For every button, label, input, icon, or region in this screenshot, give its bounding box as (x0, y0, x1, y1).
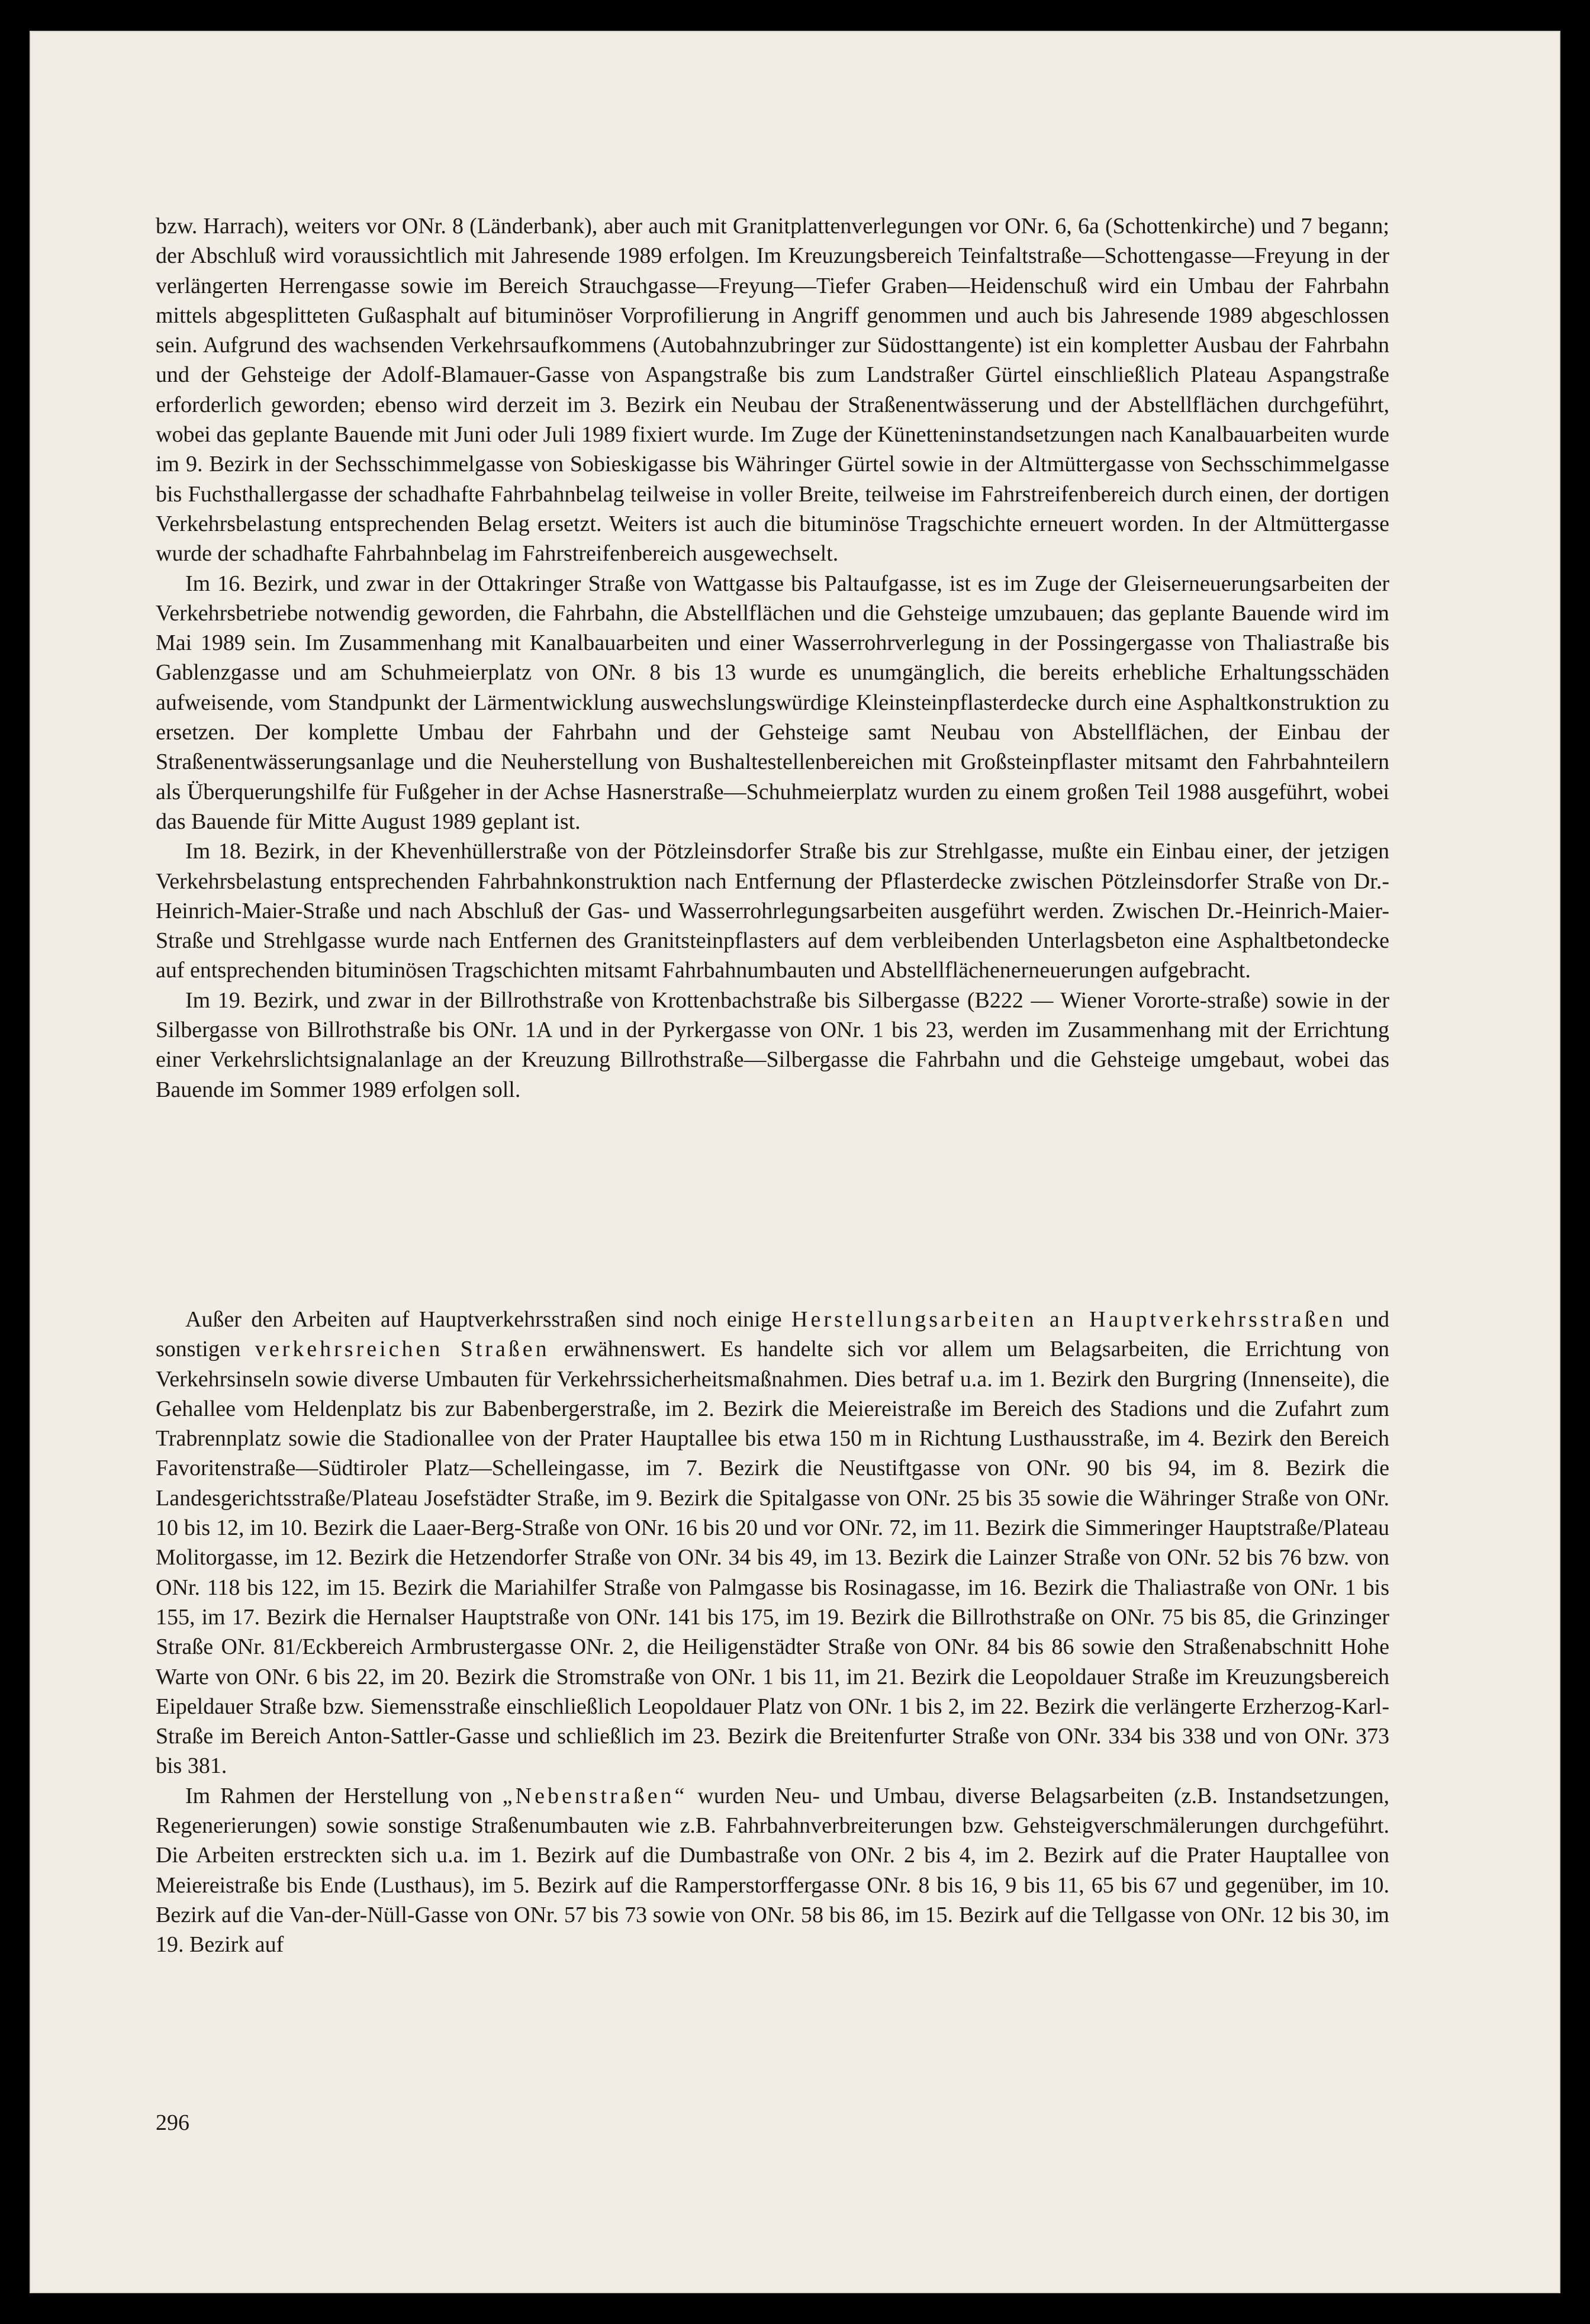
text-run: erwähnenswert. Es handelte sich vor allem um Belagsarbeiten, die Errichtung von Verkehrsinseln sowie diverse Umbauten für Verkehrssicherheitsmaßnahmen. Dies betraf u.a. im 1. Bezirk den Burgring (Innenseite), die Gehallee vom Heldenplatz bis zur Babenbergerstraße, im 2. Bezirk die Meiereistraße im Bereich des Stadions und die Zufahrt zum Trabrennplatz sowie die Stadionallee von der Prater Hauptallee bis etwa 150 m in Richtung Lusthausstraße, im 4. Bezirk den Bereich Favoritenstraße—Südtiroler Platz—Schelleingasse, im 7. Bezirk die Neustiftgasse von ONr. 90 bis 94, im 8. Bezirk die Landesgerichtsstraße/Plateau Josefstädter Straße, im 9. Bezirk die Spitalgasse von ONr. 25 bis 35 sowie die Währinger Straße von ONr. 10 bis 12, im 10. Bezirk die Laaer-Berg-Straße von ONr. 16 bis 20 und vor ONr. 72, im 11. Bezirk die Simmeringer Hauptstraße/Plateau Molitorgasse, im 12. Bezirk die Hetzendorfer Straße von ONr. 34 bis 49, im 13. Bezirk die Lainzer Straße von ONr. 52 bis 76 bzw. von ONr. 118 bis 122, im 15. Bezirk die Mariahilfer Straße von Palmgasse bis Rosinagasse, im 16. Bezirk die Thaliastraße von ONr. 1 bis 155, im 17. Bezirk die Hernalser Hauptstraße von ONr. 141 bis 175, im 19. Bezirk die Billrothstraße on ONr. 75 bis 85, die Grinzinger Straße ONr. 81/Eckbereich Armbrustergasse ONr. 2, die Heiligenstädter Straße von ONr. 84 bis 86 sowie den Straßenabschnitt Hohe Warte von ONr. 6 bis 22, im 20. Bezirk die Stromstraße von ONr. 1 bis 11, im 21. Bezirk die Leopoldauer Straße im Kreuzungsbereich Eipeldauer Straße bzw. Siemensstraße einschließlich Leopoldauer Platz von ONr. 1 bis 2, im 22. Bezirk die verlängerte Erzherzog-Karl-Straße im Bereich Anton-Sattler-Gasse und schließlich im 23. Bezirk die Breitenfurter Straße von ONr. 334 bis 338 und von ONr. 373 bis 381. (156, 1337, 1390, 1779)
text-run: wurden Neu- und Umbau, diverse Belagsarbeiten (z.B. Instandsetzungen, Regenerierungen) sowie sonstige Straßenumbauten wie z.B. Fahrbahnverbreiterungen bzw. Gehsteigverschmälerungen durchgeführt. Die Arbeiten erstreckten sich u.a. im 1. Bezirk auf die Dumbastraße von ONr. 2 bis 4, im 2. Bezirk auf die Prater Hauptallee von Meiereistraße bis Ende (Lusthaus), im 5. Bezirk auf die Ramperstorffergasse ONr. 8 bis 16, 9 bis 11, 65 bis 67 und gegenüber, im 10. Bezirk auf die Van-der-Nüll-Gasse von ONr. 57 bis 73 sowie von ONr. 58 bis 86, im 15. Bezirk auf die Tellgasse von ONr. 12 bis 30, im 19. Bezirk auf (156, 1783, 1389, 1958)
page-number: 296 (156, 2110, 189, 2135)
paragraph: bzw. Harrach), weiters vor ONr. 8 (Länderbank), aber auch mit Granitplattenverlegungen vor ONr. 6, 6a (Schottenkirche) und 7 begann; der Abschluß wird voraussichtlich mit Jahresende 1989 erfolgen. Im Kreuzungsbereich Teinfaltstraße—Schottengasse—Freyung in der verlängerten Herrengasse sowie im Bereich Strauchgasse—Freyung—Tiefer Graben—Heidenschuß wird ein Umbau der Fahrbahn mittels abgesplitteten Gußasphalt auf bituminöser Vorprofilierung in Angriff genommen und auch bis Jahresende 1989 abgeschlossen sein. Aufgrund des wachsenden Verkehrsaufkommens (Autobahnzubringer zur Südosttangente) ist ein kompletter Ausbau der Fahrbahn und der Gehsteige der Adolf-Blamauer-Gasse von Aspangstraße bis zum Landstraßer Gürtel einschließlich Plateau Aspangstraße erforderlich geworden; ebenso wird derzeit im 3. Bezirk ein Neubau der Straßenentwässerung und der Abstellflächen durchgeführt, wobei das geplante Bauende mit Juni oder Juli 1989 fixiert wurde. Im Zuge der Künetteninstandsetzungen nach Kanalbauarbeiten wurde im 9. Bezirk in der Sechsschimmelgasse von Sobieskigasse bis Währinger Gürtel sowie in der Altmüttergasse von Sechsschimmelgasse bis Fuchsthallergasse der schadhafte Fahrbahnbelag teilweise in voller Breite, teilweise im Fahrstreifenbereich durch einen, der dortigen Verkehrsbelastung entsprechenden Belag ersetzt. Weiters ist auch die bituminöse Tragschichte erneuert worden. In der Altmüttergasse wurde der schadhafte Fahrbahnbelag im Fahrstreifenbereich ausgewechselt. (156, 214, 1389, 566)
text-run: und sonstigen (156, 1307, 1390, 1362)
paragraph: Im 19. Bezirk, und zwar in der Billrothstraße von Krottenbachstraße bis Silbergasse (B222 — Wiener Vororte-straße) sowie in der Silbergasse von Billrothstraße bis ONr. 1A und in der Pyrkergasse von ONr. 1 bis 23, werden im Zusammenhang mit der Errichtung einer Verkehrslichtsignalanlage an der Kreuzung Billrothstraße—Silbergasse die Fahrbahn und die Gehsteige umgebaut, wobei das Bauende im Sommer 1989 erfolgen soll. (156, 987, 1389, 1102)
paragraph (156, 1781, 1389, 1960)
spaced-emphasis: verkehrsreichen Straßen (255, 1337, 550, 1362)
spaced-emphasis: „Nebenstraßen“ (502, 1783, 688, 1808)
paragraph: Im 16. Bezirk, und zwar in der Ottakringer Straße von Wattgasse bis Paltaufgasse, ist es im Zuge der Gleiserneuerungsarbeiten der Verkehrsbetriebe notwendig geworden, die Fahrbahn, die Abstellflächen und die Gehsteige umzubauen; das geplante Bauende wird im Mai 1989 sein. Im Zusammenhang mit Kanalbauarbeiten und einer Wasserrohrverlegung in der Possingergasse von Thaliastraße bis Gablenzgasse und am Schuhmeierplatz von ONr. 8 bis 13 wurde es unumgänglich, die bereits erhebliche Erhaltungsschäden aufweisende, vom Standpunkt der Lärmentwicklung auswechslungswürdige Kleinsteinpflasterdecke durch eine Asphaltkonstruktion zu ersetzen. Der komplette Umbau der Fahrbahn und der Gehsteige samt Neubau von Abstellflächen, der Einbau der Straßenentwässerungsanlage und die Neuherstellung von Bushaltestellenbereichen mit Großsteinpflaster mitsamt den Fahrbahnteilern als Überquerungshilfe für Fußgeher in der Achse Hasnerstraße—Schuhmeierplatz wurden zu einem großen Teil 1988 ausgeführt, wobei das Bauende für Mitte August 1989 geplant ist. (156, 571, 1389, 834)
text-section-main-roads (156, 211, 1389, 1105)
paragraph: Im 18. Bezirk, in der Khevenhüllerstraße von der Pötzleinsdorfer Straße bis zur Strehlgasse, mußte ein Einbau einer, der jetzigen Verkehrsbelastung entsprechenden Fahrbahnkonstruktion nach Entfernung der Pflasterdecke zwischen Pötzleinsdorfer Straße von Dr.-Heinrich-Maier-Straße und nach Abschluß der Gas- und Wasserrohrlegungsarbeiten ausgeführt werden. Zwischen Dr.-Heinrich-Maier-Straße und Strehlgasse wurde nach Entfernen des Granitsteinpflasters auf dem verbleibenden Unterlagsbeton eine Asphaltbetondecke auf entsprechenden bituminösen Tragschichten mitsamt Fahrbahnumbauten und Abstellflächenerneuerungen aufgebracht. (156, 839, 1389, 983)
text-run: Außer den Arbeiten auf Hauptverkehrsstraßen sind noch einige (185, 1307, 782, 1332)
document-page (30, 31, 1560, 2293)
text-section-other-roads (156, 1305, 1389, 1960)
text-run: Im Rahmen der Herstellung von (185, 1783, 493, 1808)
spaced-emphasis: Herstellungsarbeiten an Hauptverkehrsstraßen (791, 1307, 1346, 1332)
paragraph (156, 1305, 1389, 1781)
